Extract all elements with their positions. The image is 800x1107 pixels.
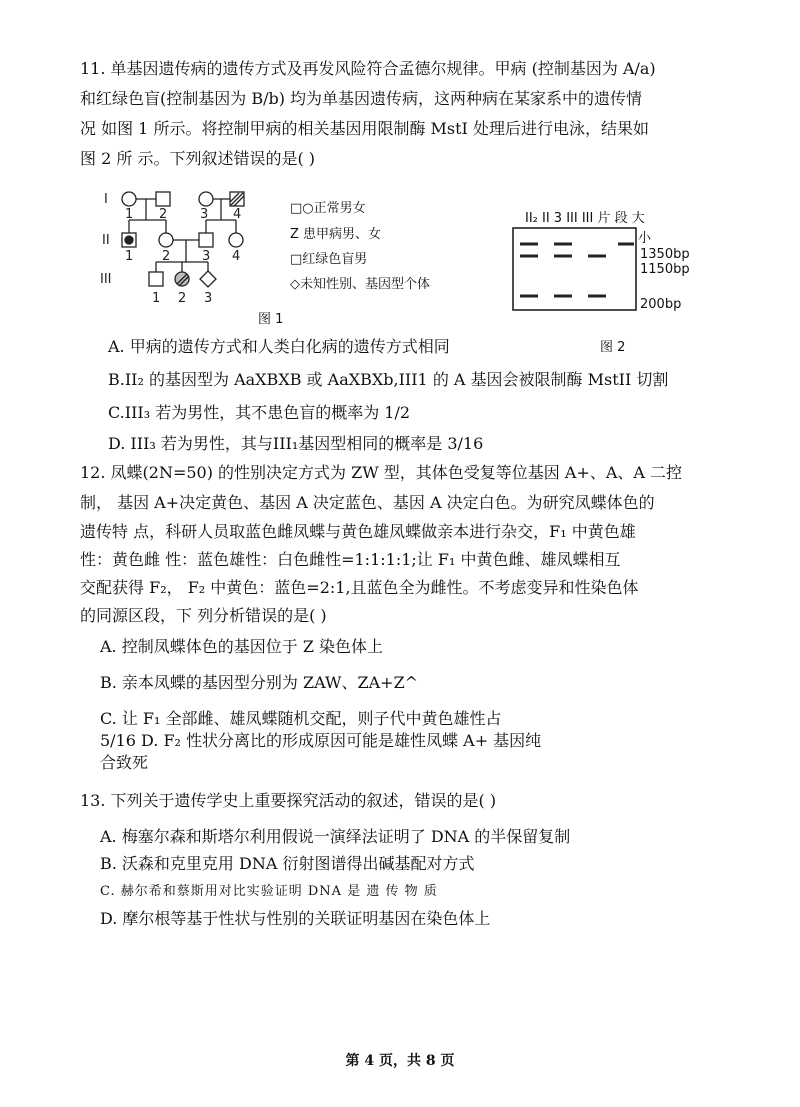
page-footer: 第 4 页，共 8 页 [345, 1053, 455, 1069]
q11-line-1: 11. 单基因遗传病的遗传方式及再发风险符合孟德尔规律。甲病 (控制基因为 A/a) [80, 59, 656, 78]
q12-line-6: 的同源区段，下 列分析错误的是( ) [80, 606, 327, 625]
legend-unknown: ◇未知性别、基因型个体 [290, 277, 430, 292]
q11-line-3: 况 如图 1 所示。将控制甲病的相关基因用限制酶 MstI 处理后进行电泳，结果如 [80, 119, 649, 138]
fig1-caption: 图 1 [258, 312, 284, 327]
q11-line-4: 图 2 所 示。下列叙述错误的是( ) [80, 149, 316, 168]
gen1-num-4: 4 [233, 207, 242, 222]
q12-option-c: C. 让 F₁ 全部雌、雄凤蝶随机交配，则子代中黄色雄性占 [100, 709, 502, 728]
gen2-num-3: 3 [202, 249, 211, 264]
pedigree-I3-female [199, 192, 213, 206]
pedigree-II1-mark [125, 236, 133, 244]
pedigree-III3-unknown [200, 271, 216, 287]
pedigree-I2-male [156, 192, 170, 206]
gen-label-I: I [104, 192, 108, 207]
gen3-num-1: 1 [152, 291, 161, 306]
q11-option-a: A. 甲病的遗传方式和人类白化病的遗传方式相同 [108, 337, 450, 356]
band-label-1150: 1150bp [640, 262, 690, 277]
gen-label-II: II [102, 233, 110, 248]
legend-affected: Z 患甲病男、女 [290, 227, 382, 242]
q13-option-d: D. 摩尔根等基于性状与性别的关联证明基因在染色体上 [100, 909, 491, 928]
q13-option-c: C. 赫尔希和蔡斯用对比实验证明 DNA 是 遗 传 物 质 [100, 884, 438, 899]
q12-option-b: B. 亲本凤蝶的基因型分别为 ZAW、ZA+Z^ [100, 673, 419, 692]
gen3-num-3: 3 [204, 291, 213, 306]
band-label-1350: 1350bp [640, 247, 690, 262]
q12-line-5: 交配获得 F₂， F₂ 中黄色：蓝色=2:1,且蓝色全为雌性。不考虑变异和性染色体 [80, 578, 639, 597]
band-label-200: 200bp [640, 297, 682, 312]
gen1-num-2: 2 [159, 207, 168, 222]
gel-lane-header: II₂ II 3 III III 片 段 大 [525, 211, 645, 226]
q12-option-a: A. 控制凤蝶体色的基因位于 Z 染色体上 [100, 637, 384, 656]
gen2-num-1: 1 [125, 249, 134, 264]
q12-option-c-cont: 5/16 D. F₂ 性状分离比的形成原因可能是雄性凤蝶 A+ 基因纯 [100, 731, 542, 750]
gen3-num-2: 2 [178, 291, 187, 306]
q13-option-b: B. 沃森和克里克用 DNA 衍射图谱得出碱基配对方式 [100, 854, 475, 873]
gen1-num-1: 1 [125, 207, 134, 222]
pedigree-II2-female [159, 233, 173, 247]
gen2-num-4: 4 [232, 249, 241, 264]
q12-line-3: 遗传特 点，科研人员取蓝色雌凤蝶与黄色雄凤蝶做亲本进行杂交，F₁ 中黄色雄 [80, 522, 636, 541]
q13-stem: 13. 下列关于遗传学史上重要探究活动的叙述，错误的是( ) [80, 791, 497, 810]
pedigree-III1-male [149, 272, 163, 286]
gen1-num-3: 3 [200, 207, 209, 222]
gel-figure [510, 225, 640, 315]
q11-line-2: 和红绿色盲(控制基因为 B/b) 均为单基因遗传病，这两种病在某家系中的遗传情 [80, 89, 643, 108]
q11-option-b: B.II₂ 的基因型为 AaXBXB 或 AaXBXb,III1 的 A 基因会被限制酶 MstII 切割 [108, 370, 669, 389]
pedigree-figure [100, 190, 270, 310]
q11-option-c: C.III₃ 若为男性，其不患色盲的概率为 1/2 [108, 403, 411, 422]
q12-line-1: 12. 凤蝶(2N=50) 的性别决定方式为 ZW 型，其体色受复等位基因 A+、A、A 二控 [80, 463, 683, 482]
gen2-num-2: 2 [162, 249, 171, 264]
q12-line-4: 性：黄色雌 性：蓝色雄性：白色雌性=1:1:1:1;让 F₁ 中黄色雌、雄凤蝶相互 [80, 550, 621, 569]
gen-label-III: III [100, 272, 112, 287]
gel-header-cont: 小 [638, 231, 652, 246]
fig2-caption: 图 2 [600, 340, 626, 355]
pedigree-I1-female [122, 192, 136, 206]
q12-line-2: 制， 基因 A+决定黄色、基因 A 决定蓝色、基因 A 决定白色。为研究凤蝶体色的 [80, 493, 655, 512]
pedigree-II4-female [229, 233, 243, 247]
q12-option-c-end: 合致死 [100, 753, 149, 772]
legend-normal: □○正常男女 [290, 201, 366, 216]
legend-colorblind: □红绿色盲男 [290, 252, 368, 267]
pedigree-II3-male [199, 233, 213, 247]
q13-option-a: A. 梅塞尔森和斯塔尔利用假说一演绎法证明了 DNA 的半保留复制 [100, 827, 571, 846]
q11-option-d: D. III₃ 若为男性，其与III₁基因型相同的概率是 3/16 [108, 434, 484, 453]
